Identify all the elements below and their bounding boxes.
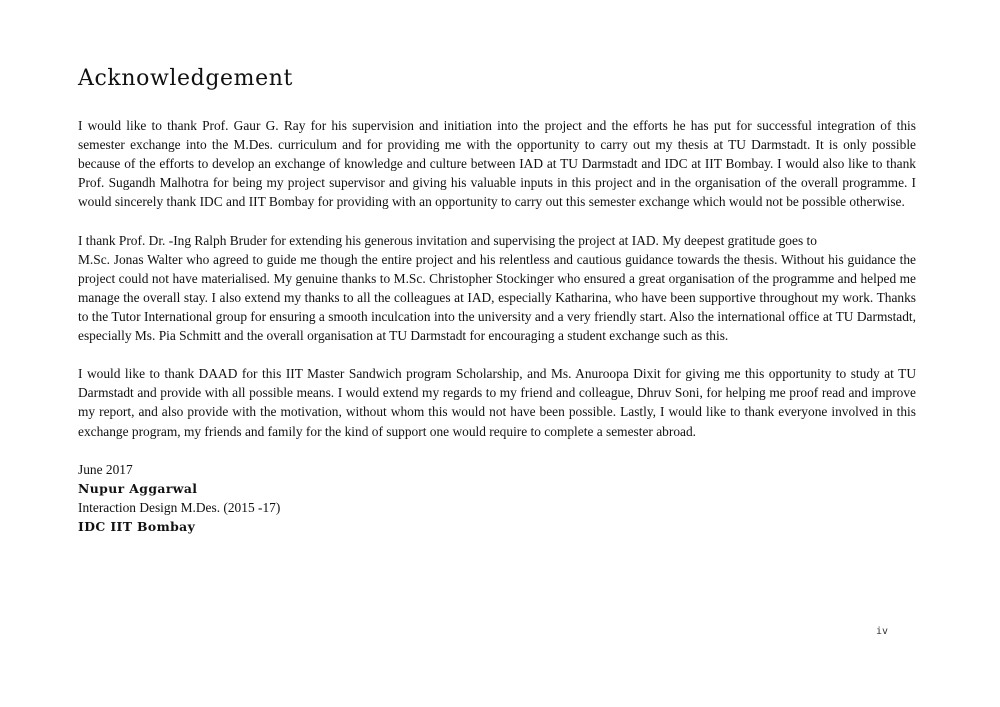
- page-number: iv: [876, 626, 889, 637]
- paragraph-3: I would like to thank DAAD for this IIT Master Sandwich program Scholarship, and Ms. Anuroopa Dixit for giving me this opportunity to study at TU Darmstadt and provide with all possible means. I would extend my regards to my friend and colleague, Dhruv Soni, for helping me proof read and improve my report, and also provide with the motivation, without whom this would not have been possible. Lastly, I would like to thank everyone involved in this exchange program, my friends and family for the kind of support one would require to complete a semester abroad.: [78, 366, 916, 439]
- paragraph-1: I would like to thank Prof. Gaur G. Ray for his supervision and initiation into the project and the efforts he has put for successful integration of this semester exchange into the M.Des. curriculum and for providing me with the opportunity to carry out my thesis at TU Darmstadt. It is only possible because of the efforts to develop an exchange of knowledge and culture between IAD at TU Darmstadt and IDC at IIT Bombay. I would also like to thank Prof. Sugandh Malhotra for being my project supervisor and giving his valuable inputs in this project and in the organisation of the overall programme. I would sincerely thank IDC and IIT Bombay for providing with an opportunity to carry out this semester exchange which would not be possible otherwise.: [78, 118, 916, 210]
- signature-institute: IDC IIT Bombay: [78, 518, 196, 534]
- paragraph-2-first-line: I thank Prof. Dr. -Ing Ralph Bruder for extending his generous invitation and supervising the project at IAD. My deepest gratitude goes to: [78, 232, 817, 248]
- acknowledgement-body: [78, 116, 916, 536]
- paragraph-2-continuation: M.Sc. Jonas Walter who agreed to guide me though the entire project and his relentless and cautious guidance towards the thesis. Without his guidance the project could not have materialised. My genuine thanks to M.Sc. Christopher Stockinger who ensured a great organisation of the programme and helped me manage the overall stay. I also extend my thanks to all the colleagues at IAD, especially Katharina, who have been supportive throughout my work. Thanks to the Tutor International group for ensuring a smooth inculcation into the university and a very friendly start. Also the international office at TU Darmstadt, especially Ms. Pia Schmitt and the overall organisation at TU Darmstadt for encouraging a student exchange such as this.: [78, 251, 916, 344]
- signature-date: June 2017: [78, 461, 133, 477]
- signature-program: Interaction Design M.Des. (2015 -17): [78, 499, 281, 515]
- paragraph-2: [78, 231, 916, 346]
- page-title: Acknowledgement: [78, 66, 293, 91]
- signature-name: Nupur Aggarwal: [78, 480, 198, 496]
- signature-block: [78, 460, 916, 536]
